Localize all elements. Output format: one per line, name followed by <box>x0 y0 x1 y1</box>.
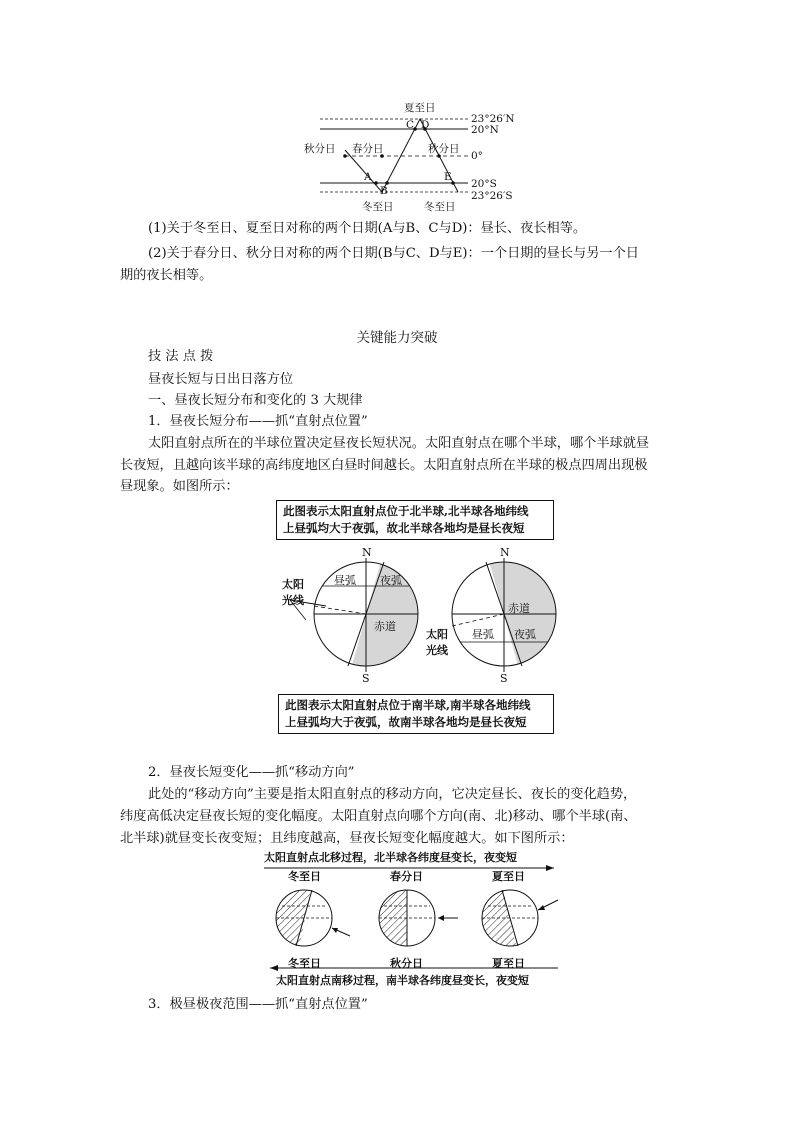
night-summer <box>482 884 518 954</box>
point-E <box>451 181 455 185</box>
globe-summer <box>482 884 558 954</box>
sun-path-line <box>345 119 458 192</box>
fig3-top-label-winter: 冬至日 <box>288 870 321 883</box>
subheading-technique: 技 法 点 拨 <box>148 349 214 364</box>
sun-label-left-2: 光线 <box>282 594 304 607</box>
section-title: 关键能力突破 <box>356 330 438 346</box>
label-winter-right: 冬至日 <box>424 201 456 213</box>
callout-northern <box>276 500 554 540</box>
arrow-north-head <box>546 865 554 871</box>
point-autumn-left <box>343 154 347 158</box>
subheading-rules: 一、昼夜长短分布和变化的 3 大规律 <box>148 393 363 408</box>
label-lat-0: 0° <box>471 150 483 162</box>
item-1-title: 1．昼夜长短分布——抓“直射点位置” <box>148 414 368 429</box>
label-A: A <box>364 171 372 183</box>
sun-ray-left <box>314 606 366 614</box>
day-night-globes-figure <box>276 540 576 690</box>
callout-northern-line2: 上昼弧均大于夜弧，故北半球各地均是昼长夜短 <box>283 521 525 535</box>
globe-winter <box>276 884 350 954</box>
solar-migration-diagram <box>300 98 530 216</box>
night-side-right <box>486 550 566 680</box>
label-lat-2326s: 23°26′S <box>471 190 513 202</box>
S-right: S <box>500 672 508 685</box>
label-spring: 春分日 <box>352 143 384 155</box>
label-autumn-left: 秋分日 <box>304 143 336 155</box>
label-D: D <box>421 119 430 131</box>
night-winter <box>276 884 312 954</box>
day-arc-left: 昼弧 <box>334 574 356 587</box>
callout-southern <box>278 694 554 734</box>
label-C: C <box>406 119 415 131</box>
label-lat-20n: 20°N <box>471 124 499 136</box>
S-left: S <box>362 672 370 685</box>
note-2-line2: 期的夜长相等。 <box>120 268 213 283</box>
item-1-para-line2: 长夜短，且越向该半球的高纬度地区白昼时间越长。太阳直射点所在半球的极点四周出现极 <box>120 458 648 473</box>
item-2-title: 2．昼夜长短变化——抓“移动方向” <box>148 765 355 780</box>
callout-southern-line2: 上昼弧均大于夜弧，故南半球各地均是昼长夜短 <box>285 715 527 729</box>
label-B: B <box>380 185 388 197</box>
point-A <box>374 181 378 185</box>
sun-label-left-1: 太阳 <box>282 578 304 591</box>
sun-ray-right <box>452 614 504 626</box>
globe-southern-direct <box>426 546 566 685</box>
sun-label-right-1: 太阳 <box>426 628 448 641</box>
ray-equinox-head <box>438 915 444 921</box>
sun-label-right-2: 光线 <box>426 644 448 657</box>
night-equinox <box>379 884 407 954</box>
label-winter-left: 冬至日 <box>362 201 394 213</box>
fig3-top-label-summer: 夏至日 <box>492 870 525 883</box>
fig3-bottom-label-winter: 冬至日 <box>288 957 321 970</box>
label-autumn-right: 秋分日 <box>428 143 460 155</box>
fig3-bottom-label-summer: 夏至日 <box>492 957 525 970</box>
label-lat-20s: 20°S <box>471 178 497 190</box>
fig3-bottom-label-autumn: 秋分日 <box>390 957 423 970</box>
N-right: N <box>500 546 510 559</box>
item-1-para-line3: 昼现象。如图所示： <box>120 479 239 494</box>
globe-equinox <box>379 884 458 954</box>
night-arc-left: 夜弧 <box>380 574 402 587</box>
N-left: N <box>362 546 372 559</box>
arrow-south-head <box>270 965 278 971</box>
item-2-para-line1: 此处的“移动方向”主要是指太阳直射点的移动方向，它决定昼长、夜长的变化趋势， <box>148 787 637 802</box>
day-arc-right: 昼弧 <box>472 628 494 641</box>
fig3-top-caption: 太阳直射点北移过程，北半球各纬度昼变长，夜变短 <box>264 851 517 864</box>
equator-label-right: 赤道 <box>508 602 530 615</box>
callout-northern-line1: 此图表示太阳直射点位于北半球,北半球各地纬线 <box>283 504 529 518</box>
item-2-para-line2: 纬度高低决定昼夜长短的变化幅度。太阳直射点向哪个方向(南、北)移动、哪个半球(南、 <box>120 809 637 824</box>
item-3-title: 3．极昼极夜范围——抓“直射点位置” <box>148 997 368 1012</box>
note-2-line1: (2)关于春分日、秋分日对称的两个日期(B与C、D与E)：一个日期的昼长与另一个日 <box>148 246 639 261</box>
label-E: E <box>444 171 452 183</box>
label-summer-solstice: 夏至日 <box>404 102 436 114</box>
label-lat-2326n: 23°26′N <box>471 113 515 125</box>
callout-southern-line1: 此图表示太阳直射点位于南半球,南半球各地纬线 <box>285 698 531 712</box>
night-arc-right: 夜弧 <box>514 628 536 641</box>
item-2-para-line3: 北半球)就昼变长夜变短；且纬度越高，昼夜长短变化幅度越大。如下图所示： <box>120 831 574 846</box>
ray-summer-head <box>538 905 545 910</box>
subheading-topic: 昼夜长短与日出日落方位 <box>148 372 294 387</box>
item-1-para-line1: 太阳直射点所在的半球位置决定昼夜长短状况。太阳直射点在哪个半球，哪个半球就昼 <box>148 436 650 451</box>
globe-northern-direct <box>282 546 446 685</box>
fig3-top-label-spring: 春分日 <box>390 870 423 883</box>
equator-label-left: 赤道 <box>374 620 396 633</box>
note-1: (1)关于冬至日、夏至日对称的两个日期(A与B、C与D)：昼长、夜长相等。 <box>148 221 587 236</box>
fig3-bottom-caption: 太阳直射点南移过程，南半球各纬度昼变长，夜变短 <box>276 974 529 987</box>
night-side-left <box>348 550 446 680</box>
